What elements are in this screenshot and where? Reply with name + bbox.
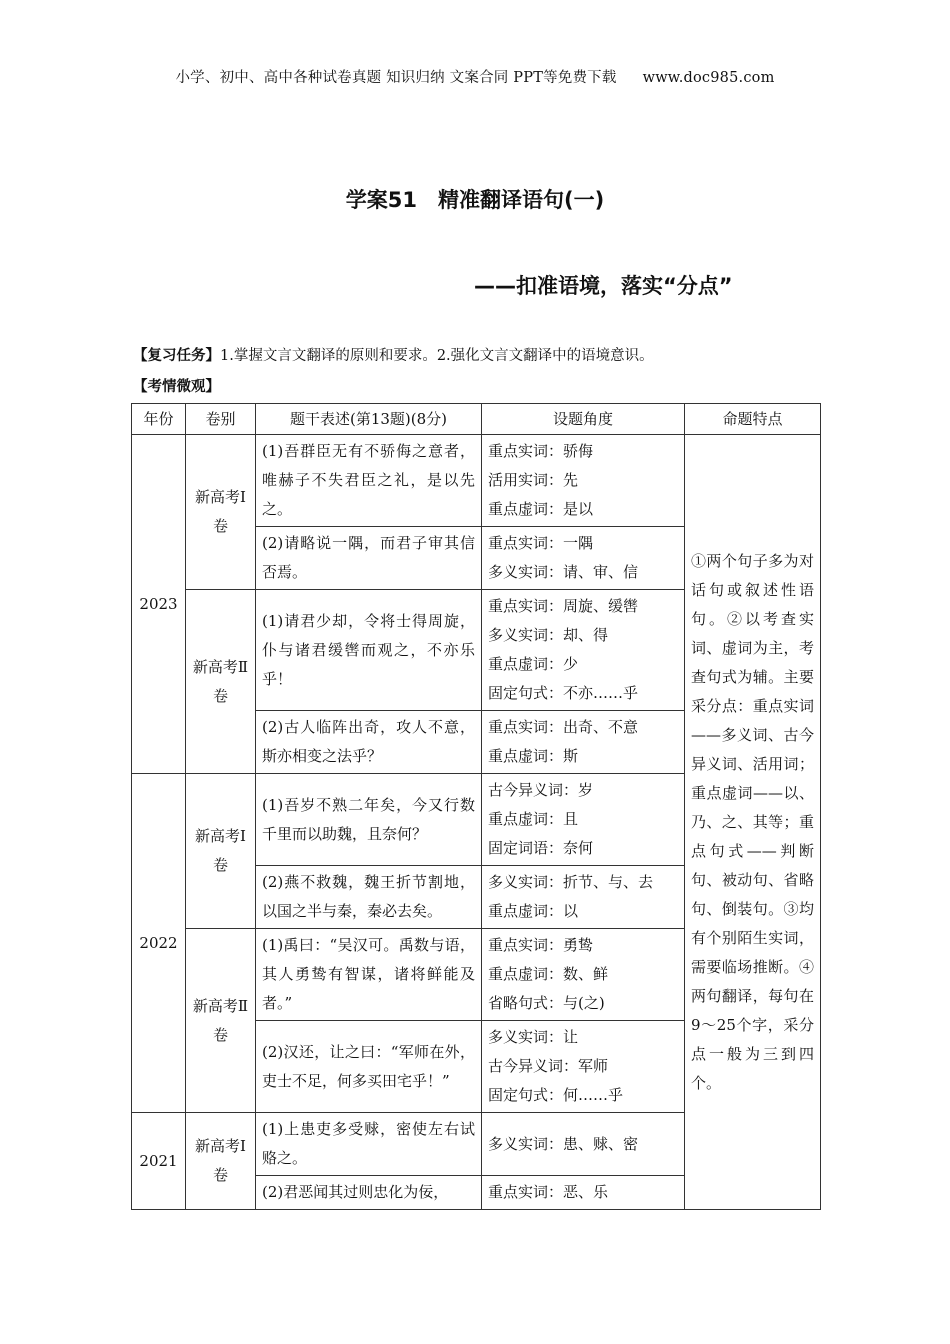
paper-cell: 新高考Ⅱ卷 [186, 929, 256, 1113]
angle-item: 多义实词：请、审、信 [488, 563, 639, 581]
paper-cell: 新高考Ⅱ卷 [186, 590, 256, 774]
question-cell: (1)禹曰：“吴汉可。禹数与语，其人勇鸷有智谋，诸将鲜能及者。” [256, 929, 482, 1021]
question-cell: (1)吾群臣无有不骄侮之意者，唯赫子不失君臣之礼，是以先之。 [256, 435, 482, 527]
angle-cell [482, 1113, 685, 1176]
angle-item: 重点实词：恶、乐 [488, 1183, 609, 1201]
header-site: www.doc985.com [642, 70, 775, 86]
angle-item: 固定词语：奈何 [488, 839, 594, 857]
angle-item: 重点虚词：以 [488, 902, 579, 920]
angle-cell [482, 1021, 685, 1113]
question-cell: (2)古人临阵出奇，攻人不意，斯亦相变之法乎？ [256, 711, 482, 774]
angle-item: 活用实词：先 [488, 471, 579, 489]
paper-cell: 新高考Ⅰ卷 [186, 774, 256, 929]
header-paper: 卷别 [186, 404, 256, 435]
angle-cell [482, 929, 685, 1021]
header-question: 题干表述(第13题)(8分) [256, 404, 482, 435]
page-title: 学案51 精准翻译语句(一) [345, 188, 605, 212]
angle-cell [482, 774, 685, 866]
header-year: 年份 [132, 404, 186, 435]
angle-item: 多义实词：患、赇、密 [488, 1134, 639, 1153]
angle-cell [482, 590, 685, 711]
angle-item: 古今异义词：岁 [488, 781, 594, 799]
angle-cell [482, 711, 685, 774]
page-header [0, 66, 950, 87]
feature-cell: ①两个句子多为对话句或叙述性语句。②以考查实词、虚词为主，考查句式为辅。主要采分点：重点实词——多义词、古今异义词、活用词；重点虚词——以、乃、之、其等；重点句式——判断句、被动句、省略句、倒装句。③均有个别陌生实词，需要临场推断。④两句翻译，每句在9～25个字，采分点一般为三到四个。 [685, 435, 821, 1210]
angle-item: 重点实词：一隅 [488, 534, 594, 552]
angle-item: 多义实词：折节、与、去 [488, 873, 654, 891]
angle-cell [482, 1176, 685, 1210]
section-label [133, 375, 220, 396]
question-cell: (2)燕不救魏，魏王折节割地，以国之半与秦，秦必去矣。 [256, 866, 482, 929]
angle-item: 重点实词：勇鸷 [488, 936, 594, 954]
year-cell: 2021 [132, 1113, 186, 1210]
table-header-row [132, 404, 821, 435]
page-subtitle: ——扣准语境，落实“分点” [474, 274, 733, 298]
year-cell: 2023 [132, 435, 186, 774]
angle-item: 重点虚词：少 [488, 655, 579, 673]
angle-item: 多义实词：却、得 [488, 626, 609, 644]
angle-item: 重点实词：骄侮 [488, 442, 594, 460]
question-cell: (1)请君少却，令将士得周旋，仆与诸君缓辔而观之，不亦乐乎！ [256, 590, 482, 711]
review-task-label: 【复习任务】 [133, 348, 220, 364]
review-task-text: 1.掌握文言文翻译的原则和要求。2.强化文言文翻译中的语境意识。 [220, 348, 654, 364]
angle-cell [482, 527, 685, 590]
header-feature: 命题特点 [685, 404, 821, 435]
angle-cell [482, 866, 685, 929]
review-task [133, 344, 654, 365]
question-cell: (2)请略说一隅，而君子审其信否焉。 [256, 527, 482, 590]
section-label-text: 【考情微观】 [133, 379, 220, 395]
question-cell: (2)君恶闻其过则忠化为佞， [256, 1176, 482, 1210]
angle-item: 古今异义词：军师 [488, 1057, 609, 1075]
angle-item: 重点虚词：数、鲜 [488, 965, 609, 983]
angle-item: 省略句式：与(之) [488, 994, 605, 1012]
exam-analysis-table [131, 403, 821, 1210]
question-cell: (2)汉还，让之曰：“军师在外，吏士不足，何多买田宅乎！” [256, 1021, 482, 1113]
question-cell: (1)上患吏多受赇，密使左右试赂之。 [256, 1113, 482, 1176]
question-cell: (1)吾岁不熟二年矣，今又行数千里而以助魏，且奈何？ [256, 774, 482, 866]
angle-item: 重点实词：周旋、缓辔 [488, 597, 639, 615]
paper-cell: 新高考Ⅰ卷 [186, 435, 256, 590]
angle-item: 重点虚词：是以 [488, 500, 594, 518]
angle-item: 多义实词：让 [488, 1028, 579, 1046]
table-row [132, 435, 821, 527]
header-text: 小学、初中、高中各种试卷真题 知识归纳 文案合同 PPT等免费下载 [175, 70, 617, 86]
angle-item: 重点实词：出奇、不意 [488, 718, 639, 736]
angle-item: 重点虚词：且 [488, 810, 579, 828]
angle-item: 固定句式：何……乎 [488, 1086, 624, 1104]
header-angle: 设题角度 [482, 404, 685, 435]
angle-cell [482, 435, 685, 527]
angle-item: 固定句式：不亦……乎 [488, 684, 639, 702]
angle-item: 重点虚词：斯 [488, 747, 579, 765]
paper-cell: 新高考Ⅰ卷 [186, 1113, 256, 1210]
year-cell: 2022 [132, 774, 186, 1113]
